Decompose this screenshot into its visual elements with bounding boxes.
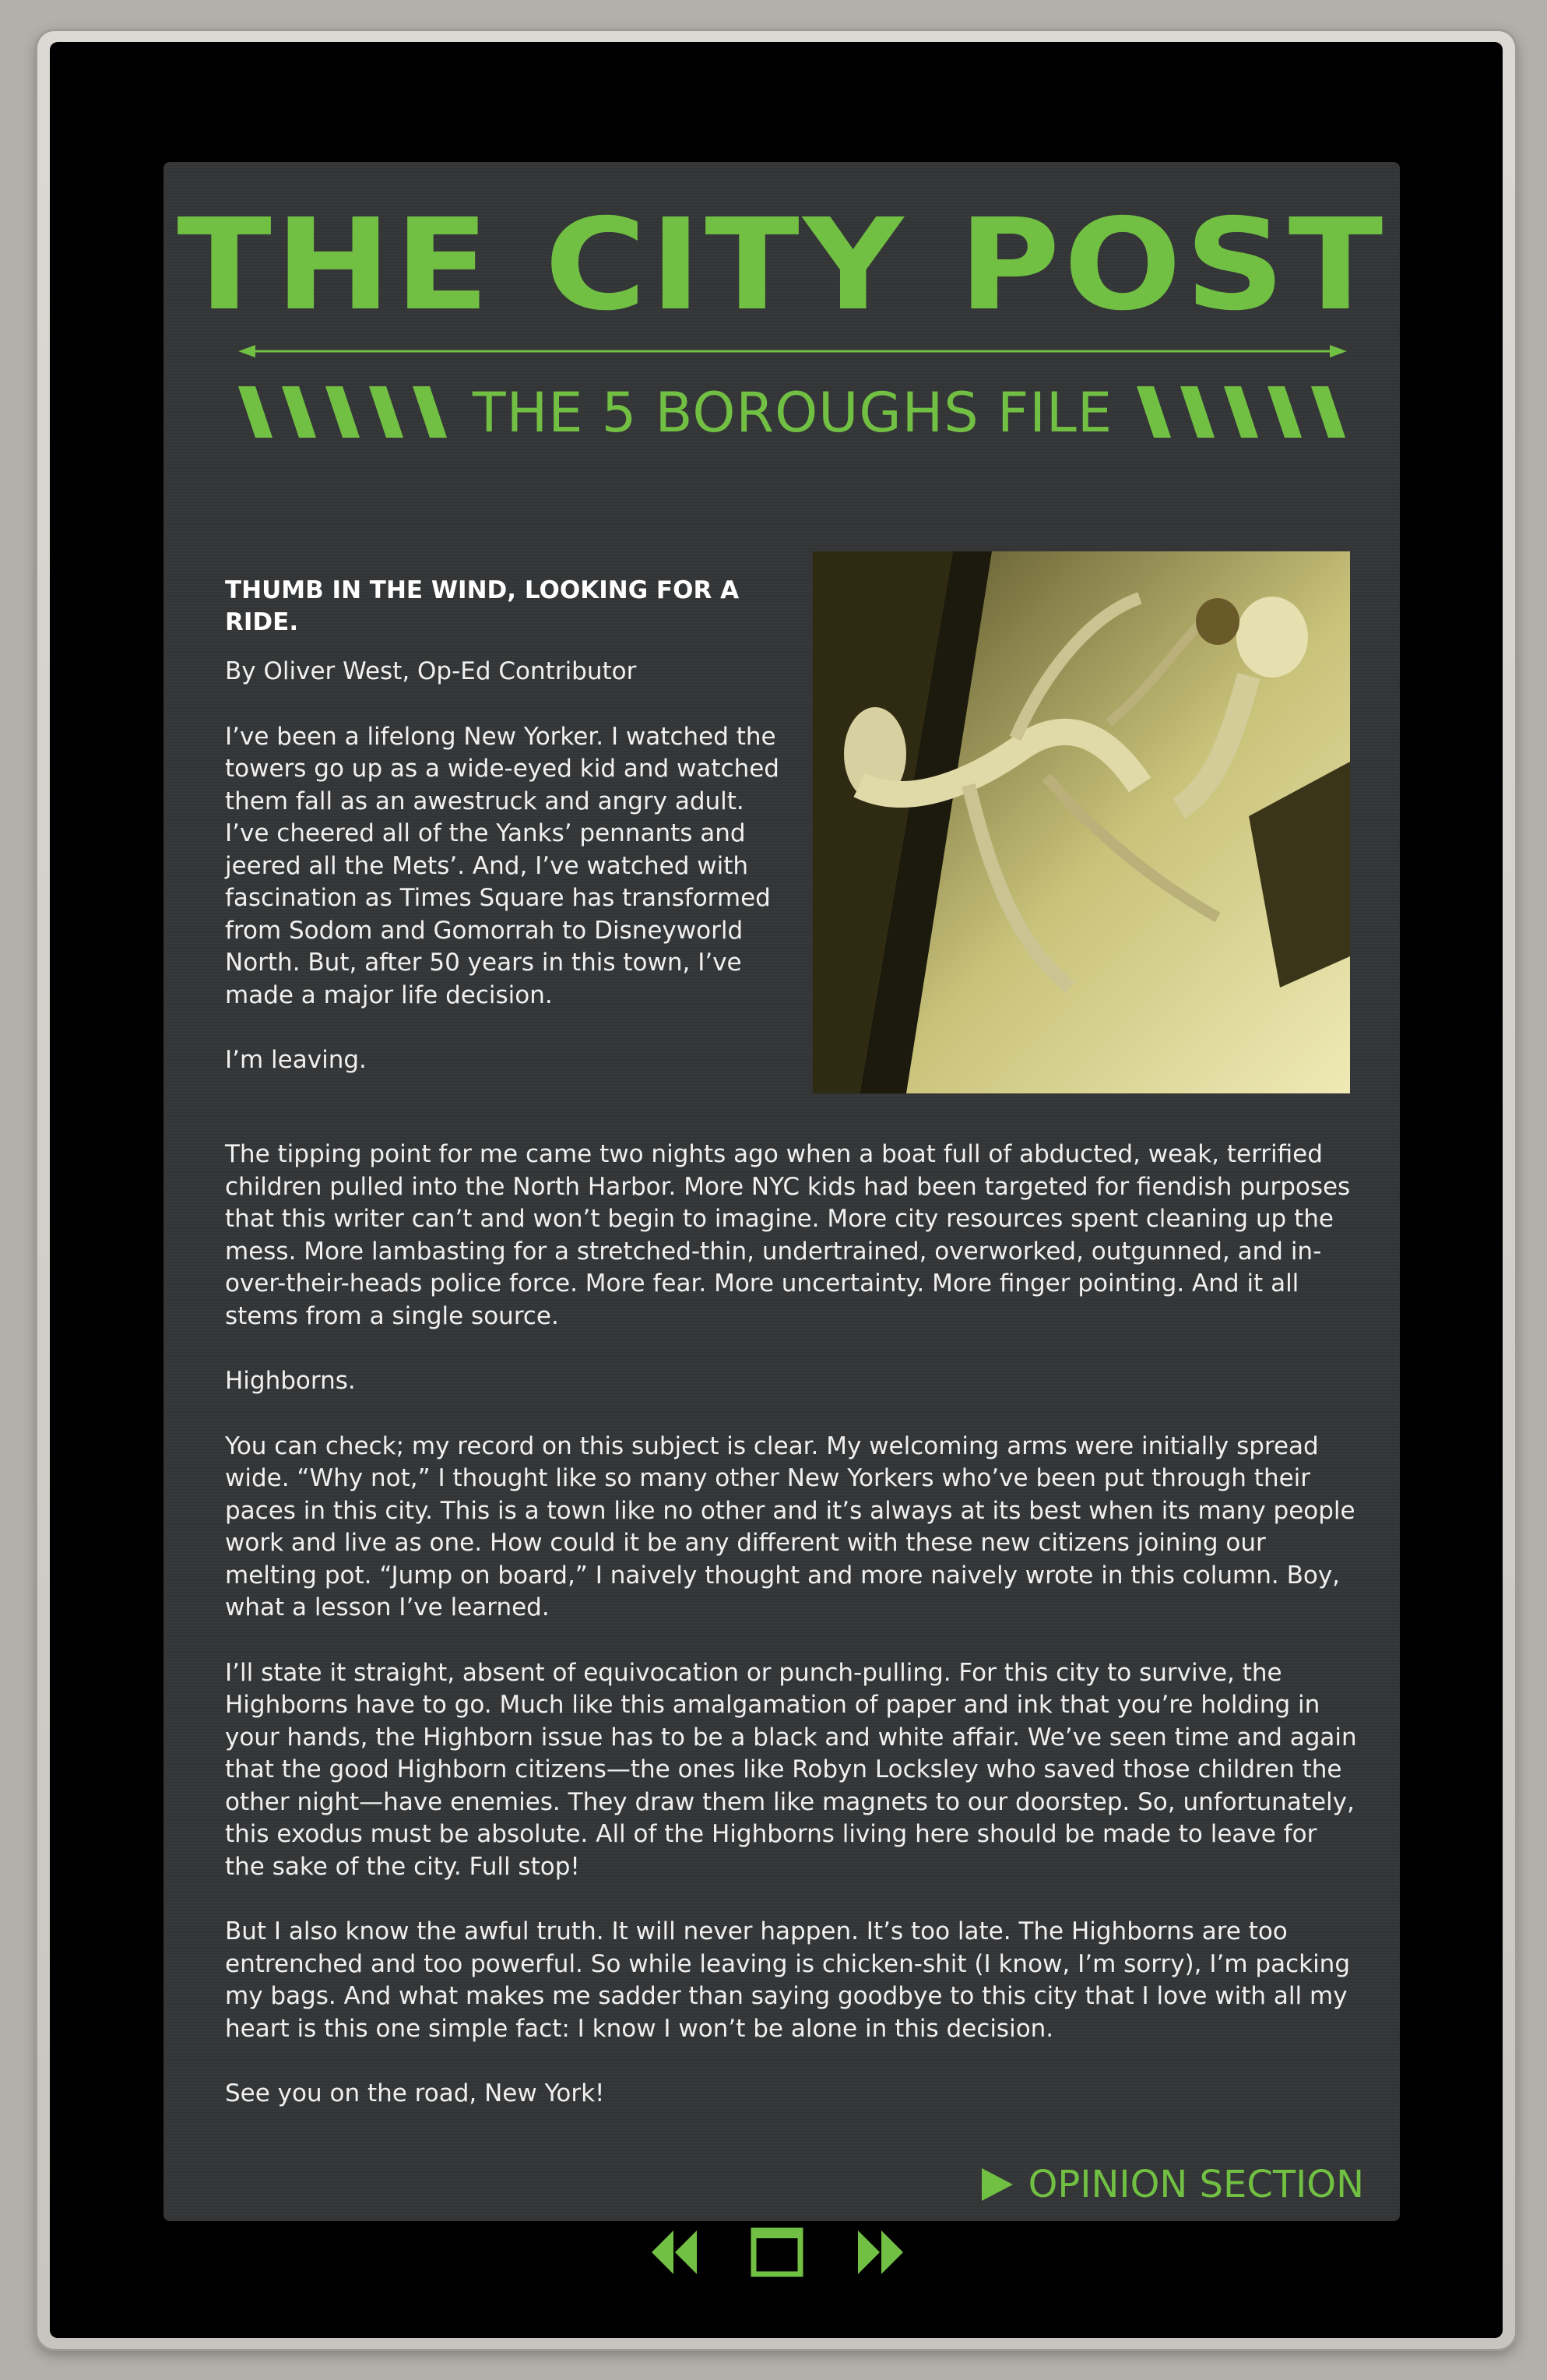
subhead-row — [238, 382, 1347, 444]
reader-navigation — [0, 2227, 1547, 2290]
screen — [50, 42, 1503, 2338]
section-subtitle: THE 5 BOROUGHS FILE — [472, 381, 1113, 445]
opinion-section-label: OPINION SECTION — [1028, 2163, 1364, 2206]
play-arrow-icon — [982, 2168, 1013, 2201]
body-paragraph: The tipping point for me came two nights ago when a boat full of abducted, weak, terrified children pulled into the North Harbor. More NYC kids had been targeted for fiendish purposes that this writer can’t and won’t begin to imagine. More city resources spent cleaning up the mess. More lambasting for a stretched-thin, undertrained, overworked, outgunned, and in-over-their-heads police force. More fear. More uncertainty. More finger pointing. And it all stems from a single source. — [225, 1140, 1351, 1330]
body-paragraph: See you on the road, New York! — [225, 2079, 605, 2107]
double-arrow-rule — [238, 344, 1347, 358]
body-paragraph: Highborns. — [225, 1367, 356, 1395]
fast-forward-icon[interactable] — [856, 2227, 906, 2277]
body-paragraph: You can check; my record on this subject is clear. My welcoming arms were initially spread wide. “Why not,” I thought like so many other New Yorkers who’ve been put through their paces in this city. This is a town like no other and it’s always at its best when its many people work and live as one. How could it be any different with these new citizens joining our melting pot. “Jump on board,” I naively thought and more naively wrote in this column. Boy, what a lesson I’ve learned. — [225, 1431, 1355, 1621]
body-paragraph: But I also know the awful truth. It will never happen. It’s too late. The Highborns are too entrenched and too powerful. So while leaving is chicken-shit (I know, I’m sorry), I’m packing my bags. And what makes me sadder than saying goodbye to this city that I love with all my heart is this one simple fact: I know I won’t be alone in this decision. — [225, 1917, 1351, 2043]
rewind-icon[interactable] — [649, 2227, 698, 2277]
article-headline: THUMB IN THE WIND, LOOKING FOR A RIDE. — [225, 576, 740, 636]
comic-illustration — [813, 551, 1350, 1093]
article-body — [225, 1139, 1362, 2143]
intro-paragraph: I’m leaving. — [225, 1046, 367, 1074]
article-intro — [225, 575, 779, 1110]
article-byline: By Oliver West, Op-Ed Contributor — [225, 657, 637, 685]
intro-paragraph: I’ve been a lifelong New Yorker. I watched the towers go up as a wide-eyed kid and watched them fall as an awestruck and angry adult. I’ve cheered all of the Yanks’ pennants and jeered all the Mets’. And, I’ve watched with fascination as Times Square has transformed from Sodom and Gomorrah to Disneyworld North. But, after 50 years in this town, I’ve made a major life decision. — [225, 722, 779, 1009]
stripes-decoration-right — [1137, 386, 1347, 438]
opinion-section-link[interactable] — [982, 2162, 1364, 2207]
newspaper-page[interactable] — [163, 162, 1400, 2221]
device-frame — [37, 31, 1515, 2349]
masthead-title: THE CITY POST — [177, 192, 1387, 339]
page-view-icon[interactable] — [751, 2227, 803, 2277]
body-paragraph: I’ll state it straight, absent of equivocation or punch-pulling. For this city to survive, the Highborns have to go. Much like this amalgamation of paper and ink that you’re holding in your hands, the Highborn issue has to be a black and white affair. We’ve seen time and again that the good Highborn citizens—the ones like Robyn Locksley who saved those children the other night—have enemies. They draw them like magnets to our doorstep. So, unfortunately, this exodus must be absolute. All of the Highborns living here should be made to leave for the sake of the city. Full stop! — [225, 1658, 1357, 1881]
